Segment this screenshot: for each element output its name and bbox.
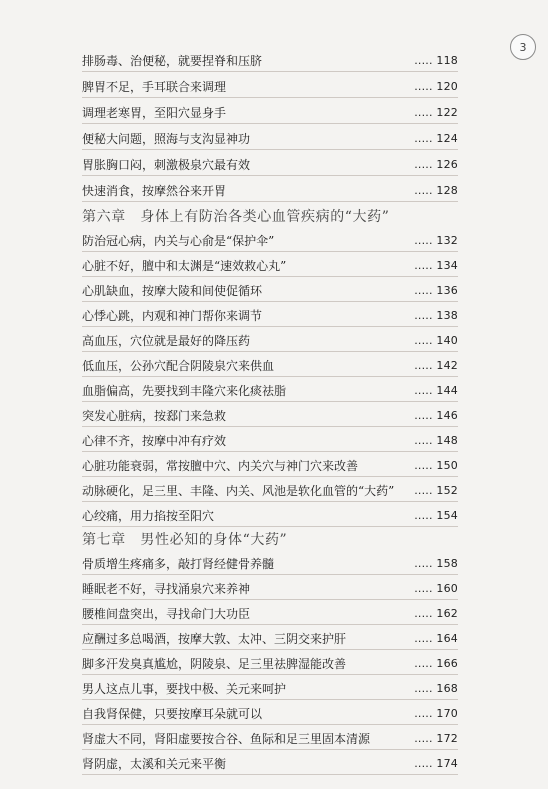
- toc-entry-title: 骨质增生疼痛多，敲打肾经健骨养髓: [82, 557, 275, 571]
- toc-entry-page: ..... 158: [414, 557, 458, 570]
- toc-entry-title: 自我肾保健，只要按摩耳朵就可以: [82, 707, 263, 721]
- toc-entry-page: ..... 168: [414, 682, 458, 695]
- toc-entry[interactable]: [82, 129, 458, 150]
- toc-entry[interactable]: [82, 679, 458, 700]
- toc-entry-title: 脚多汗发臭真尴尬，阴陵泉、足三里祛脾湿能改善: [82, 657, 347, 671]
- toc-entry[interactable]: [82, 356, 458, 377]
- toc-entry-page: ..... 148: [414, 434, 458, 447]
- toc-entry[interactable]: [82, 431, 458, 452]
- toc-entry-title: 低血压，公孙穴配合阴陵泉穴来供血: [82, 359, 275, 373]
- toc-entry-page: ..... 146: [414, 409, 458, 422]
- toc-entry[interactable]: [82, 281, 458, 302]
- toc-entry-title: 高血压，穴位就是最好的降压药: [82, 334, 251, 348]
- toc-entry-title: 胃胀胸口闷，刺激极泉穴最有效: [82, 158, 251, 172]
- toc-entry[interactable]: [82, 754, 458, 775]
- toc-entry-page: ..... 120: [414, 80, 458, 93]
- toc-entry[interactable]: [82, 381, 458, 402]
- toc-entry-page: ..... 136: [414, 284, 458, 297]
- toc-entry[interactable]: [82, 103, 458, 124]
- toc-entry-title: 心绞痛，用力掐按至阳穴: [82, 509, 215, 523]
- toc-entry-title: 睡眠老不好，寻找涌泉穴来养神: [82, 582, 251, 596]
- toc-entry-page: ..... 132: [414, 234, 458, 247]
- toc-entry-page: ..... 150: [414, 459, 458, 472]
- toc-entry[interactable]: [82, 306, 458, 327]
- toc-entry-title: 便秘大问题，照海与支沟显神功: [82, 132, 251, 146]
- toc-entry-title: 突发心脏病，按郄门来急救: [82, 409, 227, 423]
- toc-entry-page: ..... 122: [414, 106, 458, 119]
- toc-entry-title: 动脉硬化，足三里、丰隆、内关、风池是软化血管的“大药”: [82, 484, 395, 498]
- toc-entry[interactable]: [82, 506, 458, 527]
- toc-entry-title: 肾虚大不同，肾阳虚要按合谷、鱼际和足三里固本清源: [82, 732, 371, 746]
- toc-entry-title: 男人这点儿事，要找中极、关元来呵护: [82, 682, 287, 696]
- chapter-heading: 第六章 身体上有防治各类心血管疾病的“大药”: [82, 209, 390, 225]
- toc-entry[interactable]: [82, 231, 458, 252]
- toc-entry-page: ..... 160: [414, 582, 458, 595]
- toc-entry-title: 调理老寒胃，至阳穴显身手: [82, 106, 227, 120]
- toc-entry-page: ..... 126: [414, 158, 458, 171]
- page-number: 3: [519, 40, 527, 54]
- toc-entry-title: 防治冠心病，内关与心俞是“保护伞”: [82, 234, 275, 248]
- toc-entry[interactable]: [82, 51, 458, 72]
- toc-entry[interactable]: [82, 181, 458, 202]
- toc-entry-page: ..... 164: [414, 632, 458, 645]
- toc-entry-page: ..... 162: [414, 607, 458, 620]
- toc-entry-page: ..... 138: [414, 309, 458, 322]
- toc-entry-title: 腰椎间盘突出，寻找命门大功臣: [82, 607, 251, 621]
- toc-entry-title: 肾阴虚，太溪和关元来平衡: [82, 757, 227, 771]
- toc-entry-title: 心肌缺血，按摩大陵和间使促循环: [82, 284, 263, 298]
- toc-entry[interactable]: [82, 629, 458, 650]
- toc-entry-page: ..... 140: [414, 334, 458, 347]
- toc-entry-title: 应酬过多总喝酒，按摩大敦、太冲、三阴交来护肝: [82, 632, 347, 646]
- toc-entry[interactable]: [82, 256, 458, 277]
- toc-entry[interactable]: [82, 456, 458, 477]
- toc-entry-page: ..... 154: [414, 509, 458, 522]
- toc-entry-title: 心律不齐，按摩中冲有疗效: [82, 434, 227, 448]
- toc-entry[interactable]: [82, 729, 458, 750]
- toc-entry[interactable]: [82, 406, 458, 427]
- toc-entry[interactable]: [82, 155, 458, 176]
- toc-entry-page: ..... 142: [414, 359, 458, 372]
- toc-entry-page: ..... 124: [414, 132, 458, 145]
- toc-entry-page: ..... 128: [414, 184, 458, 197]
- toc-entry[interactable]: [82, 704, 458, 725]
- toc-entry-title: 快速消食，按摩然谷来开胃: [82, 184, 227, 198]
- toc-entry-page: ..... 170: [414, 707, 458, 720]
- toc-entry[interactable]: [82, 604, 458, 625]
- toc-entry-page: ..... 174: [414, 757, 458, 770]
- toc-entry-page: ..... 152: [414, 484, 458, 497]
- toc-entry[interactable]: [82, 481, 458, 502]
- toc-entry-title: 排肠毒、治便秘，就要捏脊和压脐: [82, 54, 263, 68]
- toc-entry[interactable]: [82, 654, 458, 675]
- toc-entry[interactable]: [82, 77, 458, 98]
- toc-entry-page: ..... 144: [414, 384, 458, 397]
- toc-entry-title: 脾胃不足，手耳联合来调理: [82, 80, 227, 94]
- toc-entry[interactable]: [82, 554, 458, 575]
- toc-entry[interactable]: [82, 579, 458, 600]
- toc-entry-page: ..... 166: [414, 657, 458, 670]
- toc-entry-title: 心脏不好，膻中和太渊是“速效救心丸”: [82, 259, 287, 273]
- toc-entry-page: ..... 172: [414, 732, 458, 745]
- toc-entry-page: ..... 118: [414, 54, 458, 67]
- toc-entry-title: 心脏功能衰弱，常按膻中穴、内关穴与神门穴来改善: [82, 459, 359, 473]
- chapter-heading: 第七章 男性必知的身体“大药”: [82, 532, 288, 548]
- toc-entry-title: 心悸心跳，内观和神门帮你来调节: [82, 309, 263, 323]
- toc-entry[interactable]: [82, 331, 458, 352]
- toc-entry-page: ..... 134: [414, 259, 458, 272]
- toc-entry-title: 血脂偏高，先要找到丰隆穴来化痰祛脂: [82, 384, 287, 398]
